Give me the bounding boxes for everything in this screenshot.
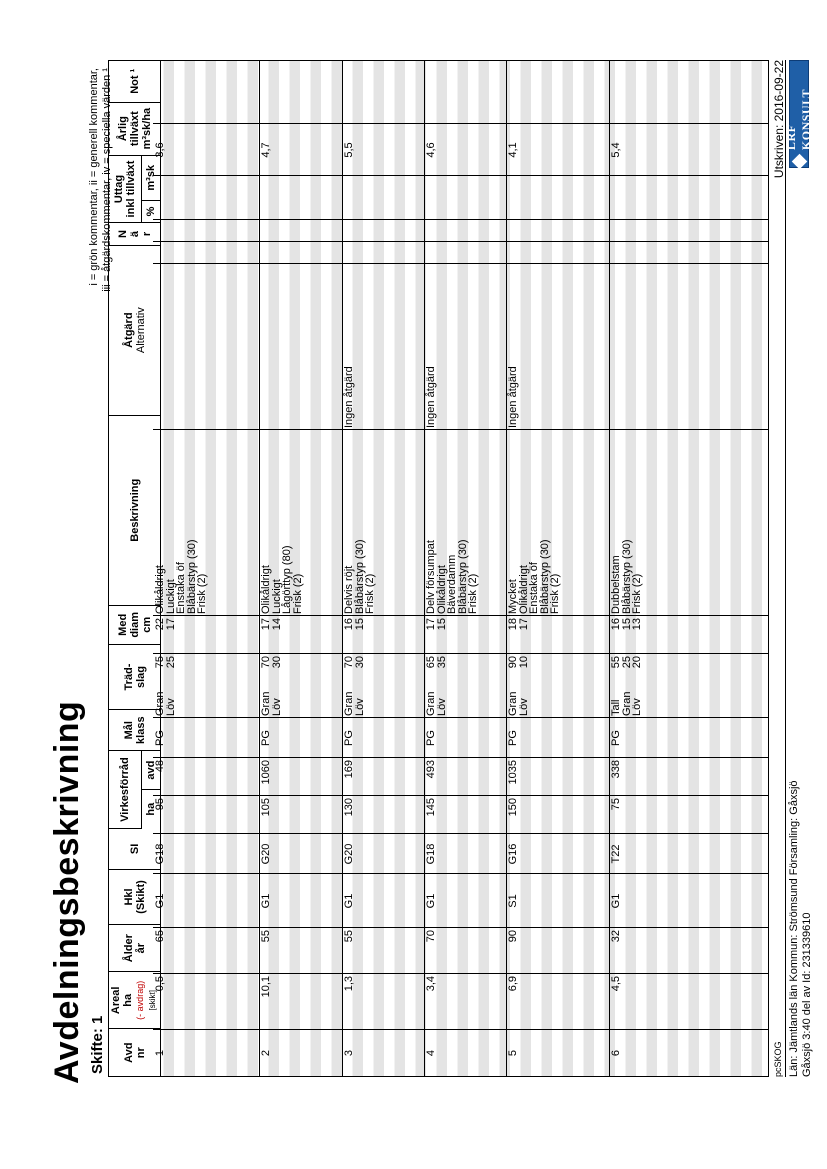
cell-avd-nr: 2 (260, 1049, 272, 1057)
cell-tradslag: Löv (270, 698, 283, 716)
cell-areal: 0,5 (154, 976, 166, 992)
column-divider (153, 175, 768, 176)
page-title: Avdelningsbeskrivning (48, 700, 86, 1084)
cell-tradslag-pct: 30 (353, 656, 366, 669)
cell-alder: 65 (154, 930, 166, 943)
col-med-diam: Med diam cm (109, 605, 161, 644)
cell-med-diam: 15 (353, 618, 366, 631)
col-virkesforrad: Virkesförråd (109, 751, 142, 829)
col-arlig-tillvaxt: Årlig tillväxt m³sk/ha (109, 102, 161, 155)
cell-med-diam: 16 (343, 618, 355, 631)
cell-tradslag-pct: 35 (435, 656, 448, 669)
cell-arlig-tillvaxt: 3,6 (154, 142, 166, 158)
row-divider (506, 61, 507, 1076)
cell-beskrivning: Luckigt (270, 579, 283, 614)
cell-beskrivning: Olikåldrigt (435, 565, 448, 614)
footer-printed-date: Utskriven: 2016-09-22 (772, 60, 786, 179)
cell-areal: 6,9 (507, 976, 519, 992)
cell-arlig-tillvaxt: 4,1 (507, 142, 519, 158)
cell-virke-avd: 493 (425, 760, 437, 779)
column-divider (153, 795, 768, 796)
cell-alder: 70 (425, 930, 437, 943)
cell-beskrivning: Frisk (2) (467, 573, 479, 614)
cell-hkl: G1 (154, 893, 166, 909)
cell-virke-ha: 75 (610, 798, 622, 811)
column-divider (153, 717, 768, 718)
col-beskrivning: Beskrivning (109, 415, 161, 605)
cell-malklass: PG (610, 730, 622, 746)
cell-med-diam: 15 (435, 618, 448, 631)
col-virke-ha: ha (142, 790, 161, 829)
cell-si: G20 (343, 843, 355, 865)
cell-tradslag: Gran (425, 691, 437, 716)
cell-beskrivning: Blåbärstyp (30) (456, 539, 469, 614)
cell-tradslag: Löv (435, 698, 448, 716)
cell-virke-ha: 145 (425, 798, 437, 817)
cell-beskrivning: Dubbelstam (610, 555, 622, 614)
cell-virke-avd: 1060 (260, 760, 272, 785)
cell-tradslag: Gran (154, 691, 166, 716)
cell-si: G16 (507, 843, 519, 865)
cell-alder: 55 (260, 930, 272, 943)
cell-virke-avd: 338 (610, 760, 622, 779)
cell-tradslag: Löv (353, 698, 366, 716)
cell-arlig-tillvaxt: 4,6 (425, 142, 437, 158)
col-malklass: Mål klass (109, 710, 161, 751)
cell-atgard: Ingen åtgärd (507, 366, 519, 428)
cell-med-diam: 17 (517, 618, 530, 631)
cell-arlig-tillvaxt: 5,5 (343, 142, 355, 158)
column-divider (153, 219, 768, 220)
cell-med-diam: 13 (631, 618, 643, 631)
cell-beskrivning: Blåbärstyp (30) (538, 539, 551, 614)
cell-tradslag: Gran (260, 691, 272, 716)
cell-tradslag-pct: 10 (517, 656, 530, 669)
col-not: Not ¹ (109, 61, 161, 102)
cell-med-diam: 17 (260, 618, 272, 631)
column-divider (153, 241, 768, 242)
cell-med-diam: 16 (610, 618, 622, 631)
cell-hkl: G1 (343, 893, 355, 909)
cell-tradslag-pct: 70 (343, 656, 355, 669)
col-virke-avd: avd (142, 751, 161, 790)
col-alder: Ålder år (109, 925, 161, 972)
cell-beskrivning: Delv försumpat (425, 540, 437, 614)
lrf-konsult-logo: LRF KONSULT (789, 60, 809, 168)
cell-virke-avd: 169 (343, 760, 355, 779)
cell-beskrivning: Blåbärstyp (30) (620, 539, 633, 614)
cell-areal: 1,3 (343, 976, 355, 992)
cell-med-diam: 17 (164, 618, 177, 631)
cell-beskrivning: Delvis röjt (343, 565, 355, 614)
page-subtitle: Skifte: 1 (89, 1015, 106, 1074)
cell-beskrivning: Enstaka öf (528, 562, 540, 614)
cell-arlig-tillvaxt: 4,7 (260, 142, 272, 158)
cell-avd-nr: 5 (507, 1049, 519, 1057)
cell-malklass: PG (425, 730, 437, 746)
cell-tradslag-pct: 70 (260, 656, 272, 669)
col-uttag: Uttag inkl tillväxt (109, 155, 142, 223)
cell-atgard: Ingen åtgärd (425, 366, 437, 428)
cell-beskrivning: Olikåldrigt (154, 565, 166, 614)
cell-areal: 10,1 (260, 976, 272, 998)
cell-hkl: G1 (610, 893, 622, 909)
cell-beskrivning: Luckigt (164, 579, 177, 614)
cell-alder: 32 (610, 930, 622, 943)
cell-med-diam: 22 (154, 618, 166, 631)
cell-beskrivning: Frisk (2) (364, 573, 376, 614)
col-uttag-pct: % (142, 200, 161, 223)
col-areal: Areal ha (- avdrag) [skikt] (109, 972, 161, 1029)
cell-avd-nr: 3 (343, 1049, 355, 1057)
cell-atgard: Ingen åtgärd (343, 366, 355, 428)
cell-beskrivning: Enstaka öf (175, 562, 187, 614)
cell-malklass: PG (343, 730, 355, 746)
cell-virke-avd: 48 (154, 760, 166, 773)
col-si: SI (109, 828, 161, 869)
cell-virke-ha: 130 (343, 798, 355, 817)
cell-med-diam: 14 (270, 618, 283, 631)
legend-line-1: i = grön kommentar, ii = generell kommentar, (88, 68, 100, 286)
cell-med-diam: 17 (425, 618, 437, 631)
cell-beskrivning: Blåbärstyp (30) (353, 539, 366, 614)
col-uttag-m3sk: m³sk (142, 155, 161, 200)
cell-tradslag-pct: 20 (631, 656, 643, 669)
cell-si: G18 (154, 843, 166, 865)
column-divider (153, 833, 768, 834)
cell-malklass: PG (507, 730, 519, 746)
cell-tradslag-pct: 65 (425, 656, 437, 669)
cell-tradslag: Löv (631, 698, 643, 716)
cell-beskrivning: Frisk (2) (196, 573, 208, 614)
cell-virke-ha: 150 (507, 798, 519, 817)
cell-beskrivning: Bäverdamm (446, 554, 458, 614)
cell-tradslag: Gran (507, 691, 519, 716)
column-divider (153, 973, 768, 974)
cell-hkl: S1 (507, 894, 519, 908)
cell-tradslag-pct: 55 (610, 656, 622, 669)
cell-tradslag-pct: 30 (270, 656, 283, 669)
column-divider (153, 263, 768, 264)
col-nar: N ä r (109, 223, 161, 246)
cell-avd-nr: 1 (154, 1049, 166, 1057)
cell-areal: 4,5 (610, 976, 622, 992)
legend-line-2: iii = åtgärdskommentar, iv = speciella värden ¹ (101, 68, 113, 292)
cell-alder: 55 (343, 930, 355, 943)
footer-divider (785, 60, 786, 1077)
footer-app-name: pcSKOG (773, 1041, 783, 1077)
cell-virke-ha: 105 (260, 798, 272, 817)
cell-areal: 3,4 (425, 976, 437, 992)
logo-diamond-icon (791, 154, 807, 170)
cell-tradslag: Tall (610, 699, 622, 716)
cell-tradslag: Gran (343, 691, 355, 716)
col-avd: Avd nr (122, 1042, 147, 1063)
cell-beskrivning: Frisk (2) (631, 573, 643, 614)
col-atgard: Åtgärd Alternativ (109, 245, 161, 415)
cell-tradslag: Löv (517, 698, 530, 716)
cell-beskrivning: Frisk (2) (549, 573, 561, 614)
cell-virke-avd: 1035 (507, 760, 519, 785)
cell-malklass: PG (260, 730, 272, 746)
cell-beskrivning: Olikåldrigt (260, 565, 272, 614)
column-divider (153, 123, 768, 124)
column-divider (153, 927, 768, 928)
cell-med-diam: 15 (620, 618, 633, 631)
cell-hkl: G1 (425, 893, 437, 909)
cell-malklass: PG (154, 730, 166, 746)
cell-beskrivning: Blåbärstyp (30) (185, 539, 198, 614)
footer-location-line-1: Län: Jämtlands län Kommun: Strömsund Församling: Gåxsjö (788, 780, 800, 1077)
cell-beskrivning: Frisk (2) (291, 573, 304, 614)
cell-avd-nr: 4 (425, 1049, 437, 1057)
cell-beskrivning: Lågörttyp (80) (281, 545, 293, 614)
cell-tradslag: Gran (620, 691, 633, 716)
cell-si: G18 (425, 843, 437, 865)
cell-alder: 90 (507, 930, 519, 943)
column-divider (153, 757, 768, 758)
cell-tradslag-pct: 75 (154, 656, 166, 669)
cell-med-diam: 18 (507, 618, 519, 631)
footer-location (788, 780, 814, 1077)
cell-si: G20 (260, 843, 272, 865)
col-tradslag: Träd- slag (109, 644, 161, 709)
cell-beskrivning: Olikåldrigt (517, 565, 530, 614)
footer-location-line-2: Gåxsjö 3:40 del av Id: 231339610 (801, 912, 813, 1077)
cell-arlig-tillvaxt: 5,4 (610, 142, 622, 158)
column-divider (153, 429, 768, 430)
column-divider (153, 615, 768, 616)
column-divider (153, 873, 768, 874)
cell-tradslag-pct: 25 (620, 656, 633, 669)
cell-beskrivning: Mycket (507, 579, 519, 614)
stand-table (108, 60, 769, 1077)
cell-tradslag: Löv (164, 698, 177, 716)
cell-virke-ha: 95 (154, 798, 166, 811)
cell-avd-nr: 6 (610, 1049, 622, 1057)
col-hkl: Hkl (Skikt) (109, 869, 161, 924)
cell-tradslag-pct: 90 (507, 656, 519, 669)
cell-tradslag-pct: 25 (164, 656, 177, 669)
column-divider (153, 653, 768, 654)
cell-si: T22 (610, 844, 622, 864)
cell-hkl: G1 (260, 893, 272, 909)
column-divider (153, 1029, 768, 1030)
